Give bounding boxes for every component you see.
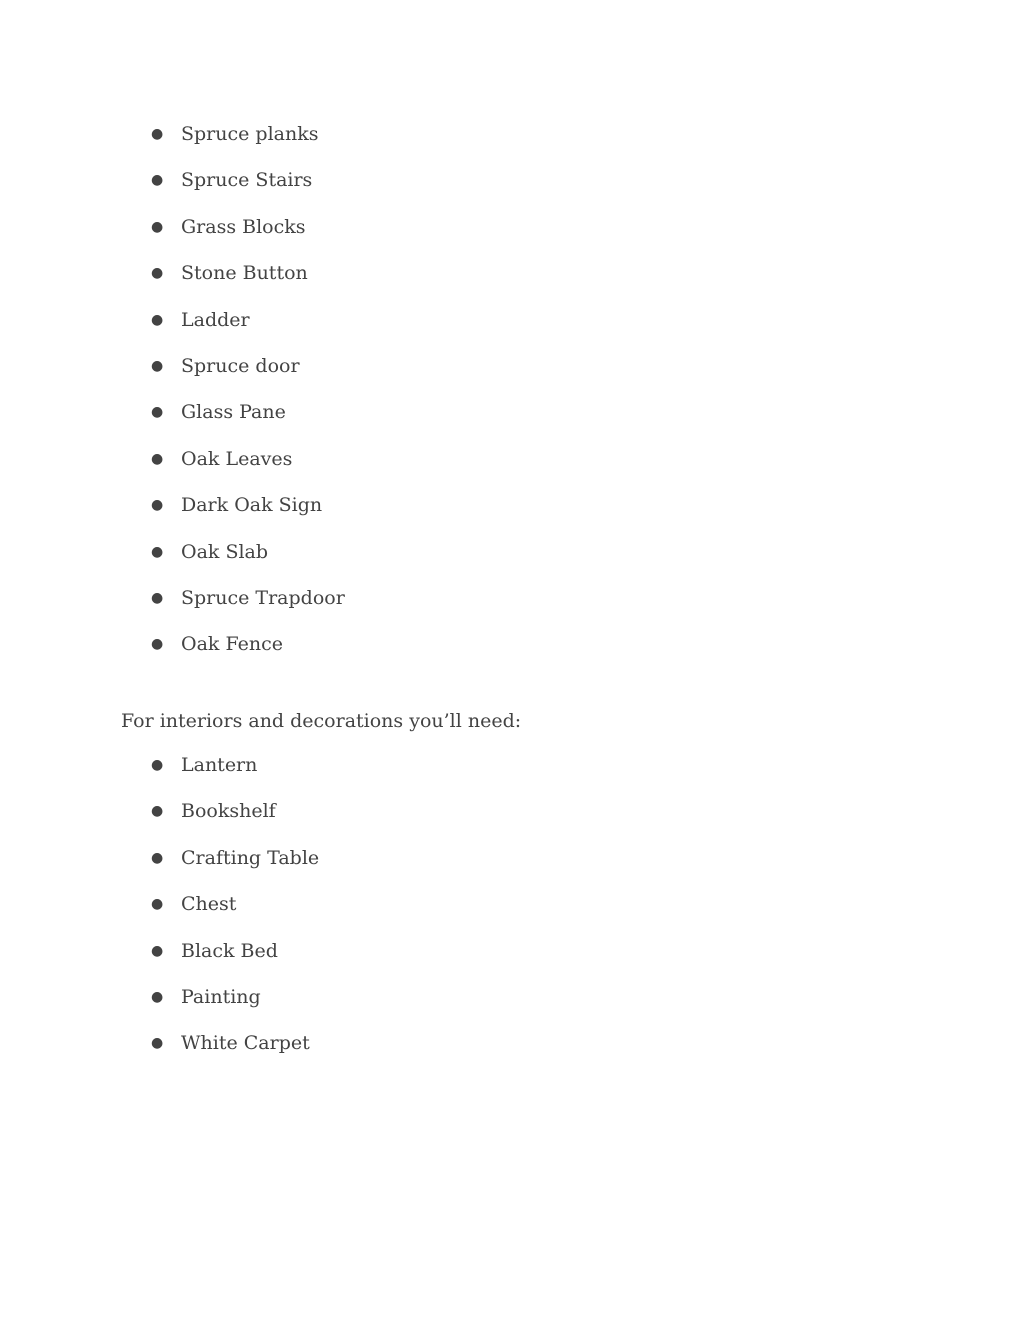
- bullet-icon: ●: [151, 757, 164, 773]
- bullet-icon: ●: [151, 636, 164, 653]
- interiors-list: [151, 752, 319, 1077]
- list-item-label: Glass Pane: [181, 401, 286, 424]
- list-item-label: Lantern: [181, 754, 258, 776]
- bullet-icon: ●: [151, 942, 164, 959]
- list-item: [151, 353, 345, 399]
- bullet-icon: ●: [151, 988, 164, 1005]
- list-item: [151, 631, 345, 677]
- list-item-label: Dark Oak Sign: [181, 494, 323, 517]
- list-item-label: Stone Button: [181, 262, 308, 285]
- list-item-label: Oak Slab: [181, 540, 269, 563]
- list-item-label: Spruce Trapdoor: [181, 586, 345, 609]
- list-item: [151, 798, 319, 844]
- list-item: [151, 585, 345, 631]
- bullet-icon: ●: [151, 896, 164, 913]
- list-item-label: Spruce Stairs: [181, 169, 313, 192]
- list-item: [151, 938, 319, 984]
- list-item: [151, 539, 345, 585]
- list-item: [151, 492, 345, 538]
- list-item-label: Grass Blocks: [181, 215, 306, 238]
- list-item-label: Black Bed: [181, 939, 278, 962]
- list-item: [151, 984, 319, 1030]
- list-item: [151, 446, 345, 492]
- list-item-label: Bookshelf: [181, 800, 276, 823]
- list-item-label: Oak Leaves: [181, 447, 293, 470]
- list-item: [151, 214, 345, 260]
- list-item-label: Oak Fence: [181, 633, 283, 656]
- bullet-icon: ●: [151, 450, 164, 467]
- bullet-icon: ●: [151, 311, 164, 328]
- list-item: [151, 121, 345, 167]
- bullet-icon: ●: [151, 543, 164, 560]
- list-item: [151, 752, 319, 798]
- list-item: [151, 167, 345, 213]
- interiors-intro-paragraph: For interiors and decorations you’ll need:: [121, 710, 522, 732]
- bullet-icon: ●: [151, 803, 164, 820]
- list-item-label: Chest: [181, 893, 237, 916]
- bullet-icon: ●: [151, 265, 164, 282]
- bullet-icon: ●: [151, 218, 164, 235]
- bullet-icon: ●: [151, 172, 164, 189]
- bullet-icon: ●: [151, 126, 164, 142]
- bullet-icon: ●: [151, 1035, 164, 1052]
- list-item: [151, 307, 345, 353]
- list-item: [151, 1030, 319, 1076]
- list-item: [151, 845, 319, 891]
- list-item: [151, 891, 319, 937]
- list-item-label: Painting: [181, 985, 261, 1008]
- list-item: [151, 260, 345, 306]
- list-item-label: Spruce door: [181, 354, 300, 377]
- list-item-label: Crafting Table: [181, 846, 320, 869]
- list-item: [151, 399, 345, 445]
- list-item-label: Spruce planks: [181, 123, 319, 145]
- list-item-label: Ladder: [181, 308, 250, 331]
- bullet-icon: ●: [151, 589, 164, 606]
- materials-list: [151, 121, 345, 678]
- bullet-icon: ●: [151, 497, 164, 514]
- list-item-label: White Carpet: [181, 1032, 310, 1055]
- bullet-icon: ●: [151, 849, 164, 866]
- bullet-icon: ●: [151, 357, 164, 374]
- bullet-icon: ●: [151, 404, 164, 421]
